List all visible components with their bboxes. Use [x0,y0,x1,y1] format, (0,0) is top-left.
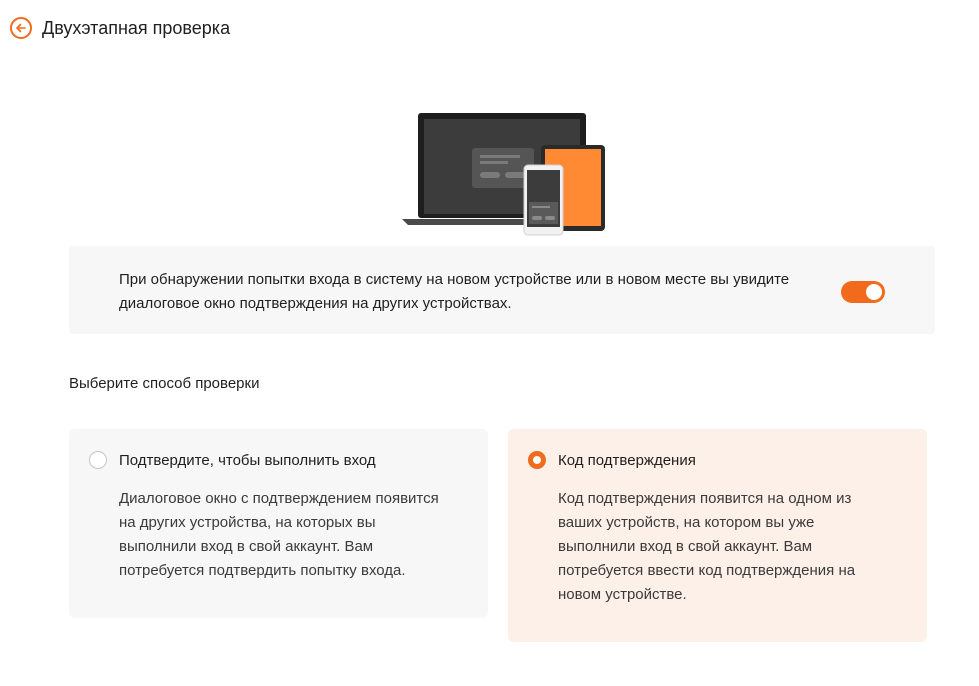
confirmation-setting-text: При обнаружении попытки входа в систему на новом устройстве или в новом месте вы увидите диалоговое окно подтверждения на других устройствах. [119,271,790,312]
radio-verification-code[interactable] [528,451,546,469]
page-title: Двухэтапная проверка [42,17,231,38]
option-description: Код подтверждения появится на одном из ваших устройств, на котором вы уже выполнили вход в свой аккаунт. Вам потребуется ввести код подтверждения на новом устройстве. [558,490,856,603]
header [10,14,230,42]
option-description: Диалоговое окно с подтверждением появится на других устройства, на которых вы выполнили вход в свой аккаунт. Вам потребуется подтвердить попытку входа. [119,490,439,579]
confirmation-setting-card [69,246,935,334]
option-verification-code[interactable] [508,429,927,642]
option-title: Код подтверждения [558,452,696,469]
option-title: Подтвердите, чтобы выполнить вход [119,452,376,469]
option-confirm-login[interactable] [69,429,488,618]
radio-confirm-login[interactable] [89,451,107,469]
back-button[interactable] [10,17,32,39]
verification-method-label: Выберите способ проверки [69,375,260,392]
arrow-left-icon [15,22,27,34]
devices-illustration [402,112,608,238]
toggle-knob [866,284,882,300]
confirmation-toggle[interactable] [841,281,885,303]
